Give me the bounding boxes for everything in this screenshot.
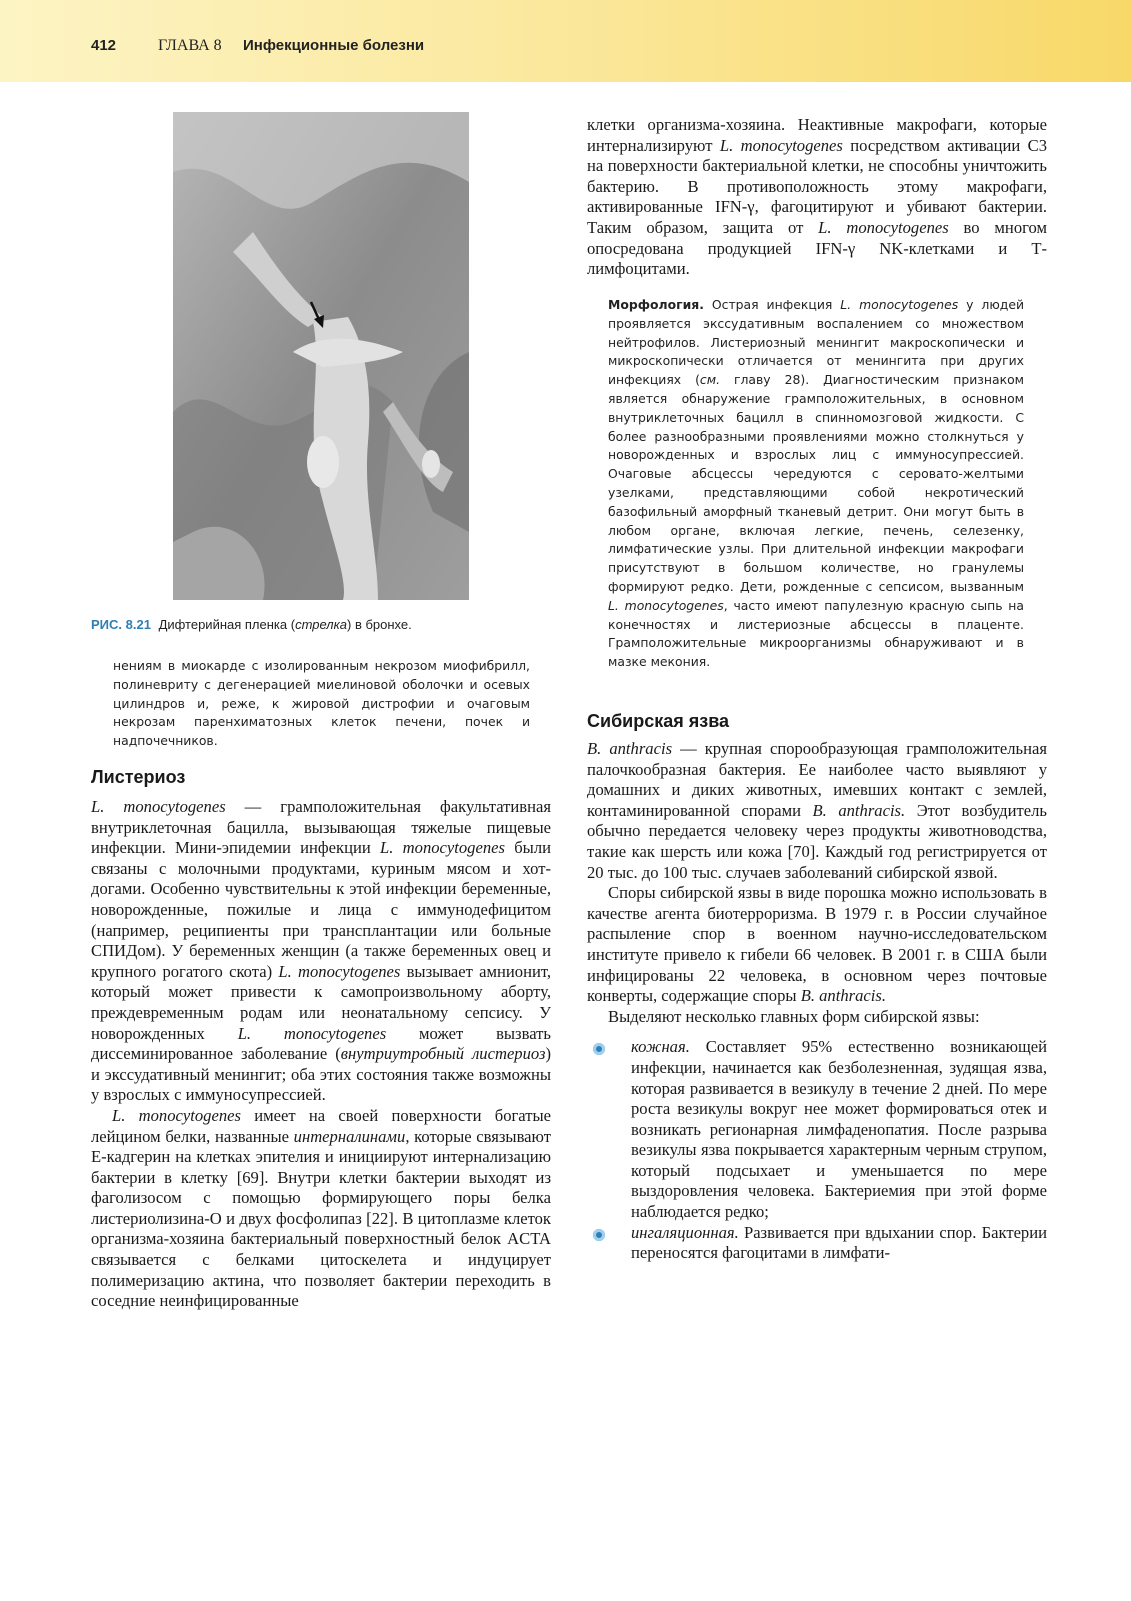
morphology-text: главу 28). Диагностическим признаком является обнаружение грамположительных, в основном внутриклеточных бацилл в спинномозговой жидкости. С более разнообразными проявлениями можно столкнуться у новорожденных и взрослых лиц с иммуносупрессией. Очаговые абсцессы чередуются с серовато-желтыми узелками, представляющими собой некротический базофильный аморфный тканевый детрит. Они могут быть в любом органе, включая легкие, печень, селезенку, лимфатические узлы. При длительной инфекции макрофаги присутствуют в большом количестве, но гранулемы формируют редко. Дети, рожденные с сепсисом, вызванным (608, 372, 1024, 594)
list-item-text: Составляет 95% естественно возникающей инфекции, начинается как безболезненная, зудящая язва, которая развивается в везикулу в течение 2 дней. По мере роста везикулы вокруг нее может формироваться отек и возникать регионарная лимфаденопатия. После разрыва везикулы язва покрывается характерным черным струпом, который подсыхает и уменьшается по мере выздоровления человека. Бактериемия при этой форме наблюдается редко; (631, 1037, 1047, 1222)
page-number: 412 (91, 37, 117, 54)
paragraph-text: были связаны с молочными продуктами, куриным мясом и хот-догами. Особенно чувствительны к этой инфекции беременные, новорожденные, пожилые и лица с иммунодефицитом (например, реципиенты при трансплантации или больные СПИДом). У беременных женщин (а также беременных овец и крупного рогатого скота) (91, 838, 551, 981)
caption-text-b: ) в бронхе. (347, 617, 412, 632)
heading-anthrax: Сибирская язва (587, 711, 730, 731)
list-item (587, 1037, 1047, 1222)
paragraph-text: ) и экссудативный менингит; оба этих состояния также возможны у взрослых с иммуносупрессией. (91, 1044, 551, 1105)
left-continuation-text: нениям в миокарде с изолированным некрозом миофибрилл, полиневриту с дегенерацией миелиновой оболочки и осевых цилиндров и, реже, к жировой дистрофии и очаговым некрозам паренхиматозных клеток печени, почек и надпочечников. (113, 658, 530, 749)
paragraph-text: Этот возбудитель обычно передается человеку через продукты животноводства, такие как шерсть или кожа [70]. Каждый год регистрируется от 20 тыс. до 100 тыс. случаев заболеваний сибирской язвой. (587, 800, 1047, 882)
emphasis-term: интерналинами (293, 1126, 406, 1146)
organism-name: L. monocytogenes (380, 838, 505, 858)
morphology-text: Острая инфекция (703, 297, 841, 312)
bullet-icon (593, 1043, 605, 1055)
paragraph-text: посредством активации С3 на поверхности бактериальной клетки, не способны уничтожить бактерию. В противоположность этому макрофаги, активированные IFN-γ, фагоцитируют и убивают бактерии. Таким образом, защита от (587, 135, 1047, 237)
form-name: кожная. (631, 1037, 690, 1057)
heading-listeria: Листериоз (91, 767, 186, 787)
morphology-label: Морфология. (608, 297, 704, 312)
emphasis-term: см. (699, 372, 721, 388)
page-header (0, 0, 1131, 82)
organism-name: L. monocytogenes (719, 135, 843, 155)
listeria-paragraph-2 (91, 1106, 551, 1312)
anthrax-body (587, 739, 1047, 1264)
listeria-body (91, 797, 551, 1312)
figure-photo (173, 112, 469, 600)
chapter-label: ГЛАВА 8 (158, 37, 222, 54)
morphology-text: у людей проявляется экссудативным воспалением со множеством нейтрофилов. Листериозный менингит макроскопически и микроскопически отличается от менингита при других инфекциях ( (608, 297, 1024, 388)
figure-label: РИС. 8.21 (91, 617, 151, 632)
bronchus-photo (173, 112, 469, 600)
figure-caption (91, 617, 551, 632)
paragraph-text: Споры сибирской язвы в виде порошка можно использовать в качестве агента биотерроризма. В 1979 г. в России случайное распыление спор в военном научно-исследовательском институте привело к гибели 66 человек. В 2001 г. в США были инфицированы 22 человека, в основном через почтовые конверты, содержащие споры (587, 883, 1047, 1006)
morphology-box (608, 296, 1024, 672)
chapter-title: Инфекционные болезни (243, 37, 425, 54)
organism-name: L. monocytogenes (91, 797, 226, 816)
organism-name: B. anthracis (587, 739, 673, 758)
anthrax-forms-list (587, 1037, 1047, 1264)
paragraph-text: вызывает амнионит, который может привести к самопроизвольному аборту, преждевременным родам или неонатальному сепсису. У новорожденных (91, 961, 551, 1043)
paragraph-text: — крупная спорообразующая грамположительная палочкообразная бактерия. Ее наиболее часто выявляют у домашних и диких животных, имевших контакт с землей, контаминированной спорами (587, 739, 1048, 820)
anthrax-paragraph-2 (587, 883, 1047, 1007)
form-name: ингаляционная. (631, 1222, 739, 1242)
paragraph-text: клетки организма-хозяина. Неактивные макрофаги, которые интернализируют (587, 115, 1047, 155)
organism-name: L. monocytogenes (237, 1023, 387, 1043)
anthrax-paragraph-1 (587, 739, 1047, 883)
organism-name: L. monocytogenes (608, 597, 724, 613)
organism-name: L. monocytogenes (818, 217, 949, 237)
paragraph-text: — грамположительная факультативная внутриклеточная бацилла, вызывающая тяжелые пищевые инфекции. Мини-эпидемии инфекции (91, 797, 551, 858)
paragraph-text: , которые связывают Е-кадгерин на клетках эпителия и инициируют интернализацию бактерии в клетку [69]. Внутри клетки бактерии выходят из фаголизосом с помощью формирующего поры белка листериолизина-О и двух фосфолипаз [22]. В цитоплазме клеток организма-хозяина бактериальный поверхностный белок ACTA связывается с белками цитоскелета и индуцирует полимеризацию актина, что позволяет бактерии переходить в соседние неинфицированные (91, 1126, 551, 1311)
bullet-icon (593, 1229, 605, 1241)
organism-name: L. monocytogenes (112, 1105, 241, 1125)
list-item (587, 1223, 1047, 1264)
paragraph-text: может вызвать диссеминированное заболевание ( (91, 1023, 551, 1064)
organism-name: L. monocytogenes (278, 961, 401, 981)
paragraph-text: во многом опосредована продукцией IFN-γ NK-клетками и Т-лимфоцитами. (587, 217, 1047, 279)
listeria-paragraph-1 (91, 797, 551, 1106)
organism-name: L. monocytogenes (840, 297, 959, 312)
right-top-paragraph (587, 115, 1047, 280)
list-item-text: Развивается при вдыхании спор. Бактерии переносятся фагоцитами в лимфати- (631, 1222, 1047, 1263)
caption-em: стрелка (295, 617, 347, 632)
organism-name: B. anthracis. (812, 800, 906, 820)
caption-text-a: Дифтерийная пленка ( (158, 617, 296, 632)
morphology-text: , часто имеют папулезную красную сыпь на конечностях и листериозные абсцессы в плаценте. Грамположительные микроорганизмы обнаруживают и в мазке мекония. (608, 597, 1024, 670)
paragraph (587, 115, 1047, 280)
organism-name: B. anthracis. (800, 986, 886, 1006)
paragraph-text: имеет на своей поверхности богатые лейцином белки, названные (91, 1105, 551, 1146)
anthrax-paragraph-3: Выделяют несколько главных форм сибирской язвы: (608, 1006, 980, 1026)
emphasis-term: внутриутробный листериоз (340, 1044, 546, 1064)
